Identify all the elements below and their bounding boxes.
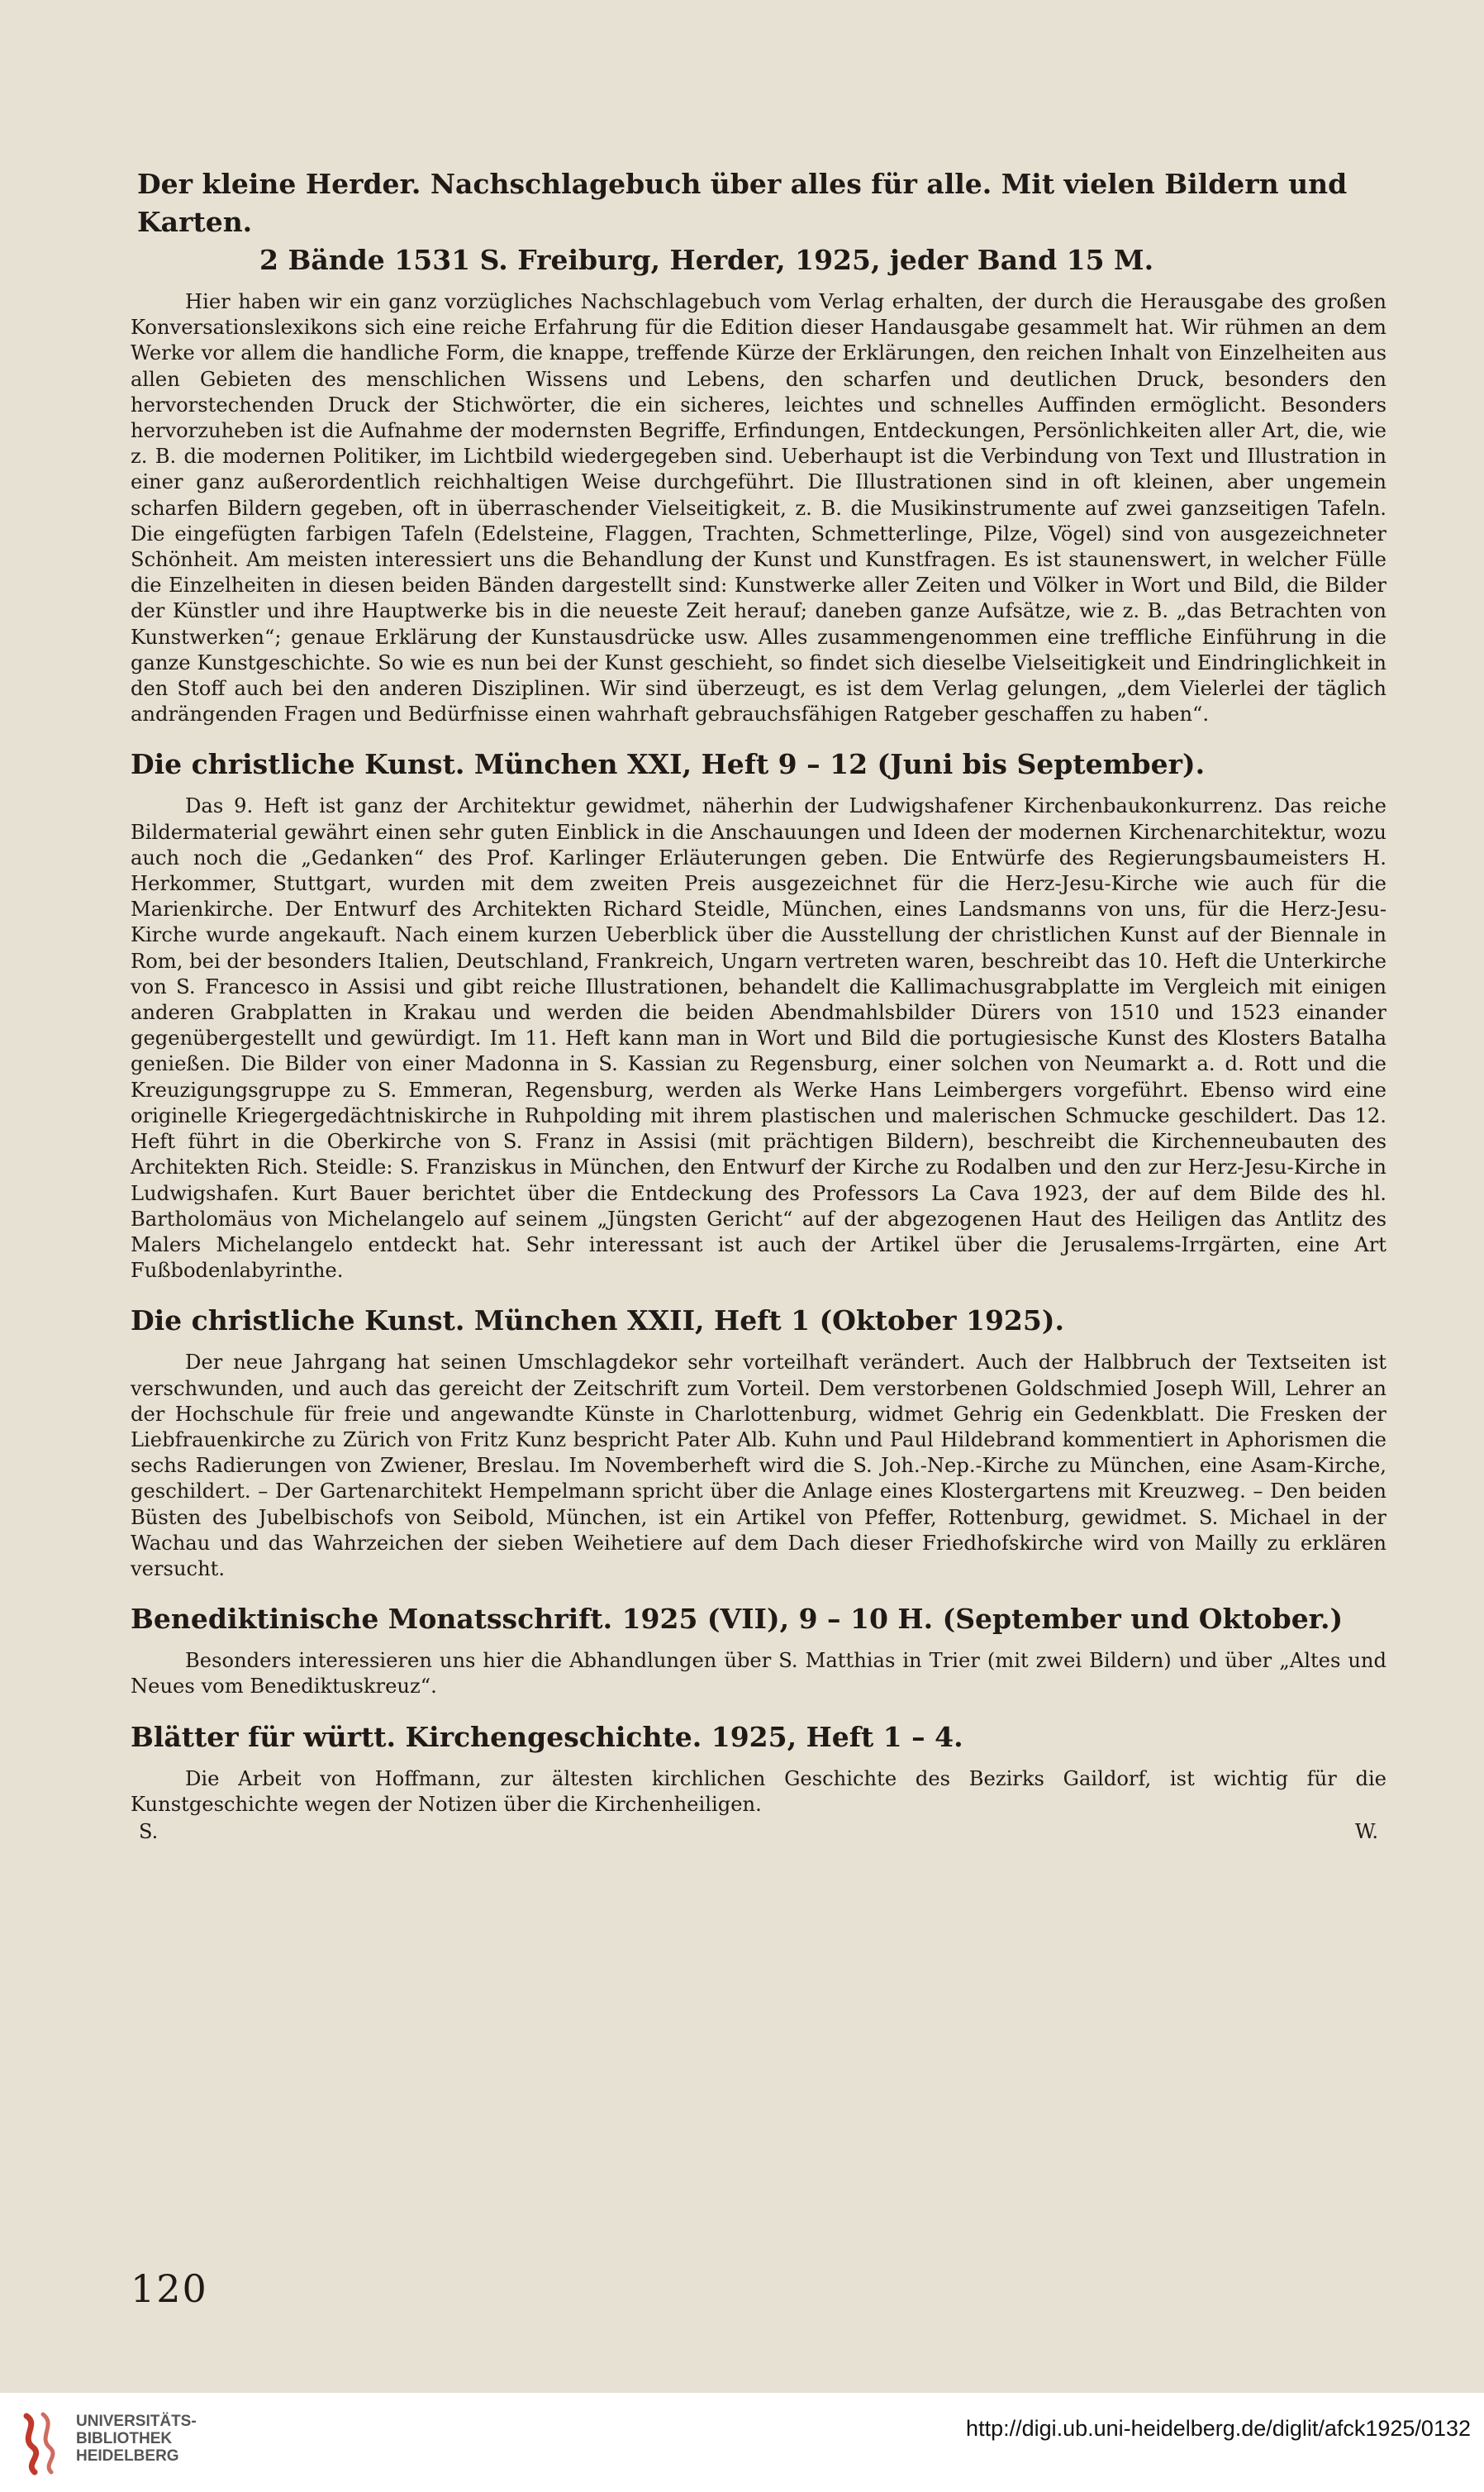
entry-meta-line2: 2 Bände 1531 S. Freiburg, Herder, 1925, jeder Band 15 M. [259,244,1154,276]
entry-title: Der kleine Herder. [137,168,421,200]
entry-heading-blaetter-kirchengeschichte [131,1718,1386,1756]
entry-body: Die Arbeit von Hoffmann, zur ältesten kirchlichen Geschichte des Bezirks Gaildorf, ist wichtig für die Kunstgeschichte wegen der Notizen über die Kirchenheiligen. [131,1766,1386,1816]
signature-right: W. [1354,1819,1378,1843]
entry-meta: 1925, Heft 1 – 4. [711,1720,963,1753]
logo-line: BIBLIOTHEK [76,2430,173,2447]
signature-line [131,1818,1386,1846]
entry-body: Der neue Jahrgang hat seinen Umschlagdekor sehr vorteilhaft verändert. Auch der Halbbruch der Textseiten ist verschwunden, und auch das gereicht der Zeitschrift zum Vorteil. Dem verstorbenen Goldschmied Joseph Will, Lehrer an der Hochschule für freie und angewandte Künste in Charlottenburg, widmet Gehrig ein Gedenkblatt. Die Fresken der Liebfrauenkirche zu Zürich von Fritz Kunz bespricht Pater Alb. Kuhn und Paul Hildebrand kommentiert in Aphorismen die sechs Radierungen von Zwiener, Breslau. Im Novemberheft wird die S. Joh.-Nep.-Kirche zu München, eine Asam-Kirche, geschildert. – Der Gartenarchitekt Hempelmann spricht über die Anlage eines Klostergartens mit Kreuzweg. – Den beiden Büsten des Jubelbischofs von Seibold, München, ist ein Artikel von Pfeffer, Rottenburg, gewidmet. S. Michael in der Wachau und das Wahrzeichen der sieben Weihetiere auf dem Dach dieser Friedhofskirche wird von Mailly zu erklären versucht. [131,1351,1386,1580]
page-number: 120 [131,2266,208,2311]
entry-meta: München XXI, Heft 9 – 12 (Juni bis September). [473,748,1206,781]
university-library-logo-icon [15,2409,61,2475]
entry-title: Benediktinische Monatsschrift. [131,1603,613,1636]
entry-heading-christliche-kunst-xxii [131,1302,1386,1340]
entry-body: Besonders interessieren uns hier die Abhandlungen über S. Matthias in Trier (mit zwei Bildern) und über „Altes und Neues vom Benediktuskreuz“. [131,1649,1386,1699]
entry-heading-christliche-kunst-xxi [131,746,1386,784]
entry-body: Das 9. Heft ist ganz der Architektur gewidmet, näherhin der Ludwigshafener Kirchenbaukonkurrenz. Das reiche Bildermaterial gewährt einen sehr guten Einblick in die Anschauungen und Ideen der modernen Kirchenarchitektur, wozu auch noch die „Gedanken“ des Prof. Karlinger Erläuterungen geben. Die Entwürfe des Regierungsbaumeisters H. Herkommer, Stuttgart, wurden mit dem zweiten Preis ausgezeichnet für die Herz-Jesu-Kirche wie auch für die Marienkirche. Der Entwurf des Architekten Richard Steidle, München, eines Landsmanns von uns, für die Herz-Jesu-Kirche wurde angekauft. Nach einem kurzen Ueberblick über die Ausstellung der christlichen Kunst auf der Biennale in Rom, bei der besonders Italien, Deutschland, Frankreich, Ungarn vertreten waren, beschreibt das 10. Heft die Unterkirche von S. Francesco in Assisi und gibt reiche Illustrationen, behandelt die Kallimachusgrabplatte im Vergleich mit einigen anderen Grabplatten in Krakau und werden die beiden Abendmahlsbilder Dürers von 1510 und 1523 einander gegenübergestellt und gewürdigt. Im 11. Heft kann man in Wort und Bild die portugiesische Kunst des Klosters Batalha genießen. Die Bilder von einer Madonna in S. Kassian zu Regensburg, einer solchen von Neumarkt a. d. Rott und die Kreuzigungsgruppe zu S. Emmeran, Regensburg, werden als Werke Hans Leimbergers vorgeführt. Ebenso wird eine originelle Kriegergedächtniskirche in Ruhpolding mit ihrem plastischen und malerischen Schmucke geschildert. Das 12. Heft führt in die Oberkirche von S. Franz in Assisi (mit prächtigen Bildern), beschreibt die Kirchenneubauten des Architekten Rich. Steidle: S. Franziskus in München, den Entwurf der Kirche zu Rodalben und den zur Herz-Jesu-Kirche in Ludwigshafen. Kurt Bauer berichtet über die Entdeckung des Professors La Cava 1923, der auf dem Bilde des hl. Bartholomäus von Michelangelo auf seinem „Jüngsten Gericht“ auf der abgezogenen Haut des Heiligen das Antlitz des Malers Michelangelo entdeckt hat. Sehr interessant ist auch der Artikel über die Jerusalems-Irrgärten, eine Art Fußbodenlabyrinthe. [131,794,1386,1283]
entry-meta: 1925 (VII), 9 – 10 H. (September und Oktober.) [621,1603,1344,1636]
signature-left: S. [139,1819,159,1843]
entry-meta: Nachschlagebuch über alles für alle. Mit vielen Bildern und Karten. [137,168,1348,238]
entry-title: Blätter für württ. Kirchengeschichte. [131,1720,702,1753]
entry-body: Hier haben wir ein ganz vorzügliches Nachschlagebuch vom Verlag erhalten, der durch die Herausgabe des großen Konversationslexikons sich eine reiche Erfahrung für die Edition dieser Handausgabe gesammelt hat. Wir rühmen an dem Werke vor allem die handliche Form, die knappe, treffende Kürze der Erklärungen, den reichen Inhalt von Einzelheiten aus allen Gebieten des menschlichen Wissens und Lebens, den scharfen und deutlichen Druck, besonders den hervorstechenden Druck der Stichwörter, die ein sicheres, leichtes und schnelles Auffinden ermöglicht. Besonders hervorzuheben ist die Aufnahme der modernsten Begriffe, Erfindungen, Entdeckungen, Persönlichkeiten aller Art, die, wie z. B. die modernen Politiker, im Lichtbild wiedergegeben sind. Ueberhaupt ist die Verbindung von Text und Illustration in einer ganz außerordentlich reichhaltigen Weise durchgeführt. Die Illustrationen sind in oft kleinen, aber ungemein scharfen Bildern gegeben, oft in überraschender Vielseitigkeit, z. B. die Musikinstrumente auf zwei ganzseitigen Tafeln. Die eingefügten farbigen Tafeln (Edelsteine, Flaggen, Trachten, Schmetterlinge, Pilze, Vögel) sind von ausgezeichneter Schönheit. Am meisten interessiert uns die Behandlung der Kunst und Kunstfragen. Es ist staunenswert, in welcher Fülle die Einzelheiten in diesen beiden Bänden dargestellt sind: Kunstwerke aller Zeiten und Völker in Wort und Bild, die Bilder der Künstler und ihre Hauptwerke bis in die neueste Zeit herauf; daneben ganze Aufsätze, wie z. B. „das Betrachten von Kunstwerken“; genaue Erklärung der Kunstausdrücke usw. Alles zusammengenommen eine treffliche Einführung in die ganze Kunstgeschichte. So wie es nun bei der Kunst geschieht, so findet sich dieselbe Vielseitigkeit und Eindringlichkeit in den Stoff auch bei den anderen Disziplinen. Wir sind überzeugt, es ist dem Verlag gelungen, „dem Vielerlei der täglich andrängenden Fragen und Bedürfnisse einen wahrhaft gebrauchsfähigen Ratgeber geschaffen zu haben“. [131,290,1386,727]
entry-heading-kleine-herder [131,165,1386,279]
logo-line: UNIVERSITÄTS- [76,2413,197,2430]
entry-heading-benediktinische-monatsschrift [131,1600,1386,1638]
footer-bar [0,2393,1484,2492]
logo-line: HEIDELBERG [76,2447,179,2465]
entry-meta: München XXII, Heft 1 (Oktober 1925). [473,1304,1064,1337]
entry-title: Die christliche Kunst. [131,748,465,781]
entry-title: Die christliche Kunst. [131,1304,465,1337]
source-url-link[interactable]: http://digi.ub.uni-heidelberg.de/diglit/afck1925/0132 [966,2416,1471,2441]
library-logo-text [76,2413,197,2465]
page-content [131,165,1386,1846]
